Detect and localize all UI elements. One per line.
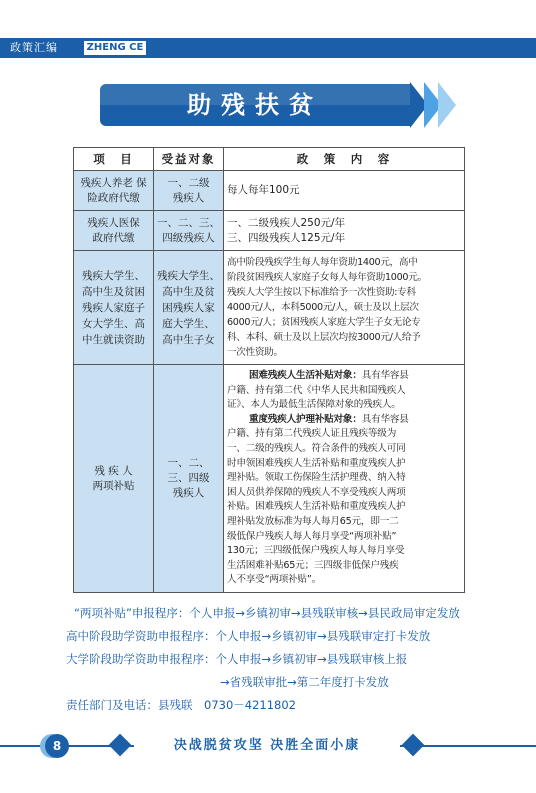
cell-text: 理补贴。领取工伤保险生活护理费、纳入特 <box>227 472 406 484</box>
cell-text: 残疾人家庭子 <box>82 301 145 314</box>
cell-text: 残疾人 <box>172 191 205 204</box>
footer-slogan: 决战脱贫攻坚 决胜全面小康 <box>134 736 400 756</box>
chevron-icon <box>438 82 456 128</box>
page-title-banner <box>78 78 458 132</box>
cell-text: 4000元/人，本科5000元/人，硕士及以上层次 <box>227 302 419 313</box>
cell-content <box>224 251 465 365</box>
cell-text: 残 疾 人 <box>94 464 133 477</box>
cell-text <box>227 413 461 428</box>
cell-text: 残疾人 <box>172 487 205 499</box>
section-label-en: ZHENG CE <box>84 41 146 55</box>
cell-text: 一、二级 <box>167 176 210 189</box>
cell-target <box>154 211 224 251</box>
procedure-line: “两项补贴”申报程序：个人申报→乡镇初审→县残联审核→县民政局审定发放 <box>74 606 460 620</box>
cell-text: 残疾人大学生按以下标准给予一次性资助:专科 <box>227 287 416 298</box>
cell-text: 残疾人养老 <box>80 176 133 189</box>
cell-text: 高中生及贫 <box>162 285 215 298</box>
cell-target <box>154 251 224 365</box>
cell-text: 6000元/人；贫困残疾人家庭大学生子女无论专 <box>227 317 421 328</box>
cell-text: 一次性资助。 <box>227 347 283 358</box>
contact-line: 责任部门及电话：县残联 0730－4211802 <box>66 698 296 712</box>
cell-item <box>74 251 154 365</box>
cell-item <box>74 365 154 593</box>
cell-text: 阶段贫困残疾人家庭子女每人每年资助1000元。 <box>227 272 427 283</box>
cell-target <box>154 171 224 211</box>
cell-content <box>224 211 465 251</box>
cell-text: 女大学生、高 <box>82 317 145 330</box>
cell-text: 保险政府代缴 <box>87 176 147 204</box>
footer <box>0 732 536 760</box>
cell-content <box>224 171 465 211</box>
cell-text: 政府代缴 <box>92 231 135 244</box>
cell-text: 一、二、 <box>167 457 210 469</box>
column-header-target: 受益对象 <box>154 148 224 171</box>
cell-text: 高中阶段残疾学生每人每年资助1400元，高中 <box>227 257 418 268</box>
cell-text: 庭大学生、 <box>162 317 215 330</box>
cell-text: 残疾大学生、 <box>157 269 220 282</box>
cell-text <box>227 369 461 384</box>
cell-text: 户籍、持有第二代《中华人民共和国残疾人 <box>227 384 406 396</box>
cell-text: 理补贴发放标准为每人每月65元，即一二 <box>227 515 399 527</box>
subsidy-heading: 重度残疾人护理补贴对象： <box>249 413 362 425</box>
cell-text: 三、四级 <box>167 472 210 484</box>
cell-text: 高中生及贫困 <box>82 285 145 298</box>
procedure-line: 大学阶段助学资助申报程序：个人申报→乡镇初审→县残联审核上报 <box>66 652 408 666</box>
column-header-content: 政 策 内 容 <box>224 148 465 171</box>
procedure-line: →省残联审批→第二年度打卡发放 <box>220 675 389 689</box>
cell-target <box>154 365 224 593</box>
subsidy-heading: 困难残疾人生活补贴对象： <box>249 370 362 382</box>
cell-text: 困残疾人家 <box>162 301 215 314</box>
header-band <box>0 38 536 58</box>
section-label: 政策汇编 <box>0 38 82 58</box>
cell-text: 残疾人医保 <box>87 216 140 229</box>
cell-text: 具有华容县 <box>361 370 409 382</box>
page-number: 8 <box>45 734 69 758</box>
cell-content <box>224 365 465 593</box>
cell-text: 补贴。困难残疾人生活补贴和重度残疾人护 <box>227 501 406 513</box>
cell-text: 高中生子女 <box>162 333 215 346</box>
cell-text: 中生就读资助 <box>82 333 145 346</box>
cell-text: 130元；三四级低保户残疾人每人每月享受 <box>227 545 405 557</box>
cell-text: 三、四级残疾人125元/年 <box>227 231 346 244</box>
cell-text: 两项补贴 <box>92 479 135 492</box>
cell-text: 人不享受“两项补贴”。 <box>227 574 322 586</box>
table-row <box>74 211 465 251</box>
cell-text: 生活困难补贴65元；三四级非低保户残疾 <box>227 559 399 571</box>
diamond-icon <box>109 734 132 757</box>
table-header-row <box>74 148 465 171</box>
diamond-icon <box>402 734 425 757</box>
cell-text: 时申领困难残疾人生活补贴和重度残疾人护 <box>227 457 406 469</box>
cell-item <box>74 211 154 251</box>
cell-text: 具有华容县 <box>361 413 409 425</box>
cell-text: 证》、本人为最低生活保障对象的残疾人。 <box>227 399 401 411</box>
cell-text: 级低保户残疾人每人每月享受“两项补贴” <box>227 530 397 542</box>
cell-text: 一、二级的残疾人。符合条件的残疾人可同 <box>227 443 406 455</box>
cell-text: 每人每年100元 <box>227 184 300 196</box>
policy-table <box>73 147 465 593</box>
application-procedures <box>66 602 486 717</box>
cell-item <box>74 171 154 211</box>
cell-text: 四级残疾人 <box>162 231 215 244</box>
cell-text: 残疾大学生、 <box>82 269 145 282</box>
table-row <box>74 171 465 211</box>
column-header-item: 项 目 <box>74 148 154 171</box>
cell-text: 一、二级残疾人250元/年 <box>227 216 346 229</box>
cell-text: 一、二、三、 <box>157 216 220 229</box>
procedure-line: 高中阶段助学资助申报程序：个人申报→乡镇初审→县残联审定打卡发放 <box>66 629 431 643</box>
cell-text: 户籍、持有第二代残疾人证且残疾等级为 <box>227 428 397 440</box>
table-row <box>74 365 465 593</box>
cell-text: 困人员供养保障的残疾人不享受残疾人两项 <box>227 486 406 498</box>
cell-text: 科、本科、硕士及以上层次均按3000元/人给予 <box>227 332 421 343</box>
table-row <box>74 251 465 365</box>
page-title: 助残扶贫 <box>187 91 323 119</box>
